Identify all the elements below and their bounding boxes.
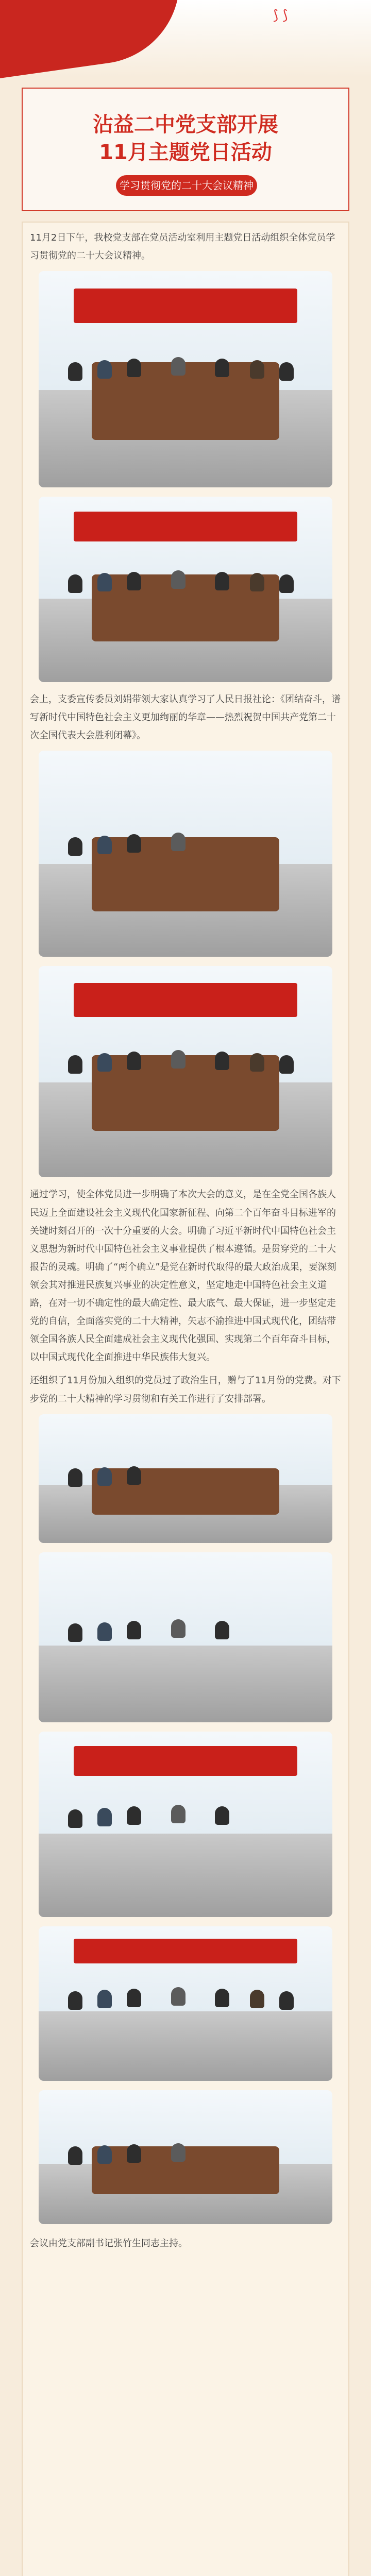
photo-speakers-1 [39, 751, 332, 957]
subtitle-pill: 学习贯彻党的二十大会议精神 [116, 175, 257, 196]
photo-hallway-group [39, 1552, 332, 1722]
photo-group-line [39, 1926, 332, 2081]
birds-icon: ⟆ ⟆ [273, 8, 288, 23]
photo-meeting-room-2 [39, 497, 332, 682]
photo-podium-2 [39, 2090, 332, 2224]
article-paragraph-2: 会上，支委宣传委员刘娟带领大家认真学习了人民日报社论：《团结奋斗，谱写新时代中国特色社会主义更加绚丽的华章——热烈祝贺中国共产党第二十次全国代表大会胜利闭幕》。 [30, 694, 341, 741]
page-title-line2: 11月主题党日活动 [99, 141, 272, 164]
photo-presentation [39, 1732, 332, 1917]
title-card [22, 88, 349, 211]
photo-podium-1 [39, 1414, 332, 1543]
photo-meeting-room-3 [39, 966, 332, 1177]
article-body [22, 222, 349, 2576]
article-paragraph-4: 还组织了11月份加入组织的党员过了政治生日，赠与了11月份的党费。对下步党的二十大精神的学习贯彻和有关工作进行了安排部署。 [30, 1375, 341, 1404]
article-paragraph-1: 11月2日下午，我校党支部在党员活动室利用主题党日活动组织全体党员学习贯彻党的二十大会议精神。 [30, 232, 335, 262]
article-paragraph-3: 通过学习，使全体党员进一步明确了本次大会的意义，是在全党全国各族人民迈上全面建设社会主义现代化国家新征程、向第二个百年奋斗目标进军的关键时刻召开的一次十分重要的大会。明确了习近平新时代中国特色社会主义思想为新时代中国特色社会主义事业提供了根本遵循。是贯穿党的二十大报告的灵魂。明确了“两个确立”是党在新时代取得的最大政治成果，要深刻领会其对推进民族复兴事业的决定性意义，坚定地走中国特色社会主义道路，在对一切不确定性的最大确定性、最大底气、最大保证，进一步坚定走党的自信，全面落实党的二十大精神，矢志不渝推进中国式现代化，团结带领全国各族人民全面建成社会主义现代化强国、实现第二个百年奋斗目标，以中国式现代化全面推进中华民族伟大复兴。 [30, 1189, 336, 1363]
photo-meeting-room-1 [39, 271, 332, 487]
page-title-line1: 沾益二中党支部开展 [93, 113, 278, 137]
article-closing: 会议由党支部副书记张竹生同志主持。 [30, 2238, 188, 2249]
